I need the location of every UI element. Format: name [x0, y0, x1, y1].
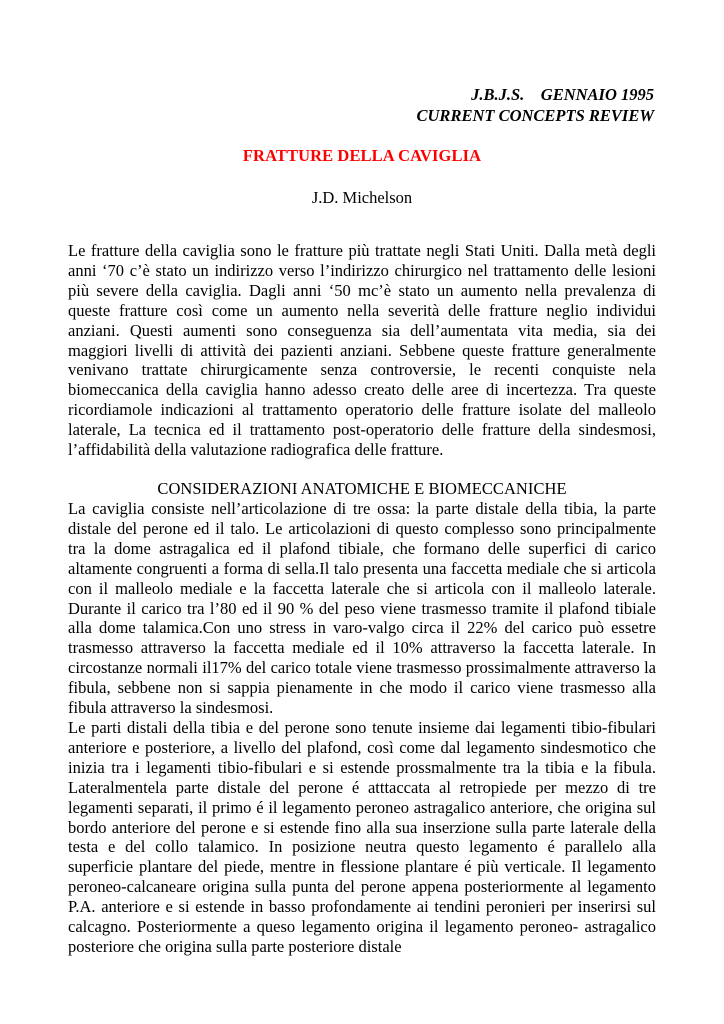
- journal-citation: J.B.J.S. GENNAIO 1995: [471, 85, 654, 104]
- intro-paragraph: [68, 241, 656, 460]
- intro-paragraph-text: Le fratture della caviglia sono le fratture più trattate negli Stati Uniti. Dalla metà degli anni ‘70 c’è stato un indirizzo verso l’indirizzo chirurgico nel trattamento delle lesioni più severe della caviglia. Dagli anni ‘50 mc’è stato un aumento nella prevalenza di queste fratture così come un aumento nella severità delle fratture neglio individui anziani. Questi aumenti sono conseguenza sia dell’aumentata vita media, sia dei maggiori livelli di attività dei pazienti anziani. Sebbene queste fratture generalmente venivano trattate chirurgicamente senza controversie, le recenti conquiste nela biomeccanica della caviglia hanno adesso creato delle aree di incertezza. Tra queste ricordiamole indicazioni al trattamento operatorio delle fratture isolate del malleolo laterale, La tecnica ed il trattamento post-operatorio delle fratture della sindesmosi, l’affidabilità della valutazione radiografica delle fratture.: [68, 241, 656, 460]
- journal-series: CURRENT CONCEPTS REVIEW: [416, 106, 654, 125]
- section-body: [68, 499, 656, 957]
- section-heading: CONSIDERAZIONI ANATOMICHE E BIOMECCANICHE: [157, 479, 567, 498]
- article-author: J.D. Michelson: [311, 188, 413, 207]
- section-paragraph-2: Le parti distali della tibia e del perone sono tenute insieme dai legamenti tibio-fibulari anteriore e posteriore, a livello del plafond, così come dal legamento sindesmotico che inizia tra i legamenti tibio-fibulari e si estende prossmalmente tra la tibia e la fibula. Lateralmentela parte distale del perone é atttaccata al retropiede per mezzo di tre legamenti separati, il primo é il legamento peroneo astragalico anteriore, che origina sul bordo anteriore del perone e si estende fino alla sua inserzione sulla parte laterale della testa e del collo talamico. In posizione neutra questo legamento é parallelo alla superficie plantare del piede, mentre in flessione plantare é più verticale. Il legamento peroneo-calcaneare origina sulla punta del perone appena posteriormente al legamento P.A. anteriore e si estende in basso profondamente ai tendini peronieri per inserirsi sul calcagno. Posteriormente a queso legamento origina il legamento peroneo- astragalico posteriore che origina sulla parte posteriore distale: [68, 717, 656, 956]
- section-paragraph-1: La caviglia consiste nell’articolazione di tre ossa: la parte distale della tibia, la parte distale del perone ed il talo. Le articolazioni di questo complesso sono principalmente tra la dome astragalica ed il plafond tibiale, che formano delle superfici di carico altamente congruenti a forma di sella.Il talo presenta una faccetta mediale che si articola con il malleolo mediale e la faccetta laterale che si articola con il malleolo laterale. Durante il carico tra l’80 ed il 90 % del peso viene trasmesso tramite il plafond tibiale alla dome talamica.Con uno stress in varo-valgo circa il 22% del carico può essetre trasmesso attraverso la faccetta mediale ed il 10% attraverso la faccetta laterale. In circostanze normali il17% del carico totale viene trasmesso prossimalmente attraverso la fibula, sebbene non si sappia pienamente in che modo il carico viene trasmesso alla fibula attraverso la sindesmosi.: [68, 499, 656, 718]
- article-title: FRATTURE DELLA CAVIGLIA: [242, 146, 482, 165]
- journal-header: [417, 84, 654, 126]
